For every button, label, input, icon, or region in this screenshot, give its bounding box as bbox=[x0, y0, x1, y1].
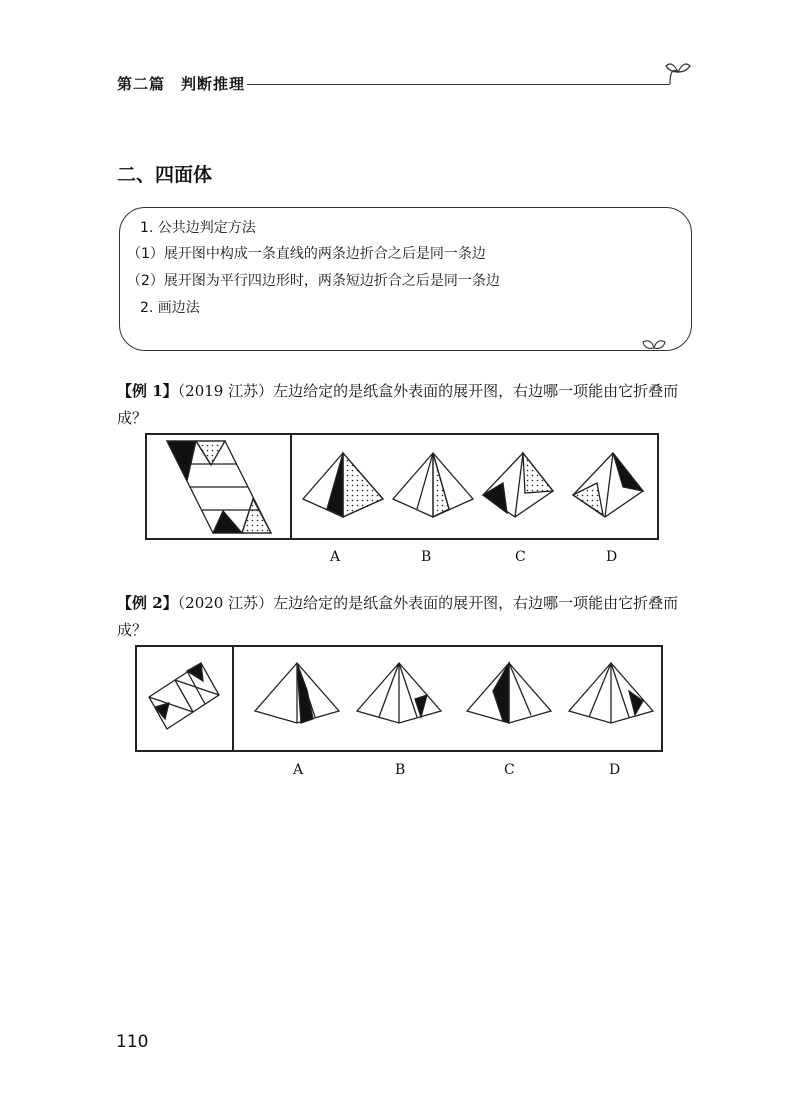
page-number: 110 bbox=[116, 1032, 149, 1052]
example-1-question bbox=[117, 378, 695, 432]
example-2-question bbox=[117, 590, 695, 644]
example-2-option-d bbox=[569, 663, 653, 723]
method-line-1: 1. 公共边判定方法 bbox=[140, 220, 256, 236]
example-2-option-b bbox=[357, 663, 441, 723]
example-1-option-d bbox=[573, 453, 643, 517]
method-line-2: （1）展开图中构成一条直线的两条边折合之后是同一条边 bbox=[127, 246, 486, 262]
section-title: 二、四面体 bbox=[117, 164, 213, 186]
example-2-tag: 【例 2】 bbox=[117, 594, 178, 612]
example-2-figure bbox=[135, 645, 665, 753]
example-1-label-a: A bbox=[330, 549, 341, 565]
sprout-icon bbox=[664, 58, 692, 88]
example-1-text: （2019 江苏）左边给定的是纸盒外表面的展开图，右边哪一项能由它折叠而成？ bbox=[117, 382, 679, 427]
example-2-label-b: B bbox=[395, 762, 406, 778]
example-1-option-c bbox=[483, 453, 553, 517]
method-line-3: （2）展开图为平行四边形时，两条短边折合之后是同一条边 bbox=[127, 273, 500, 289]
method-line-4: 2. 画边法 bbox=[140, 300, 200, 316]
example-2-label-a: A bbox=[293, 762, 304, 778]
example-2-option-a bbox=[255, 663, 339, 723]
example-1-label-d: D bbox=[606, 549, 618, 565]
example-2-label-c: C bbox=[504, 762, 515, 778]
example-1-option-b bbox=[393, 453, 473, 517]
header-rule bbox=[247, 84, 670, 85]
example-2-option-c bbox=[467, 663, 551, 723]
example-1-option-a bbox=[303, 453, 383, 517]
header-title: 第二篇 判断推理 bbox=[117, 75, 246, 93]
example-1-figure bbox=[145, 433, 660, 541]
example-1-net bbox=[167, 441, 271, 533]
example-1-label-b: B bbox=[421, 549, 432, 565]
example-2-label-d: D bbox=[609, 762, 621, 778]
example-2-net bbox=[149, 663, 219, 729]
example-2-text: （2020 江苏）左边给定的是纸盒外表面的展开图，右边哪一项能由它折叠而成？ bbox=[117, 594, 679, 639]
example-1-label-c: C bbox=[515, 549, 526, 565]
example-1-tag: 【例 1】 bbox=[117, 382, 178, 400]
leaves-icon bbox=[641, 336, 667, 350]
